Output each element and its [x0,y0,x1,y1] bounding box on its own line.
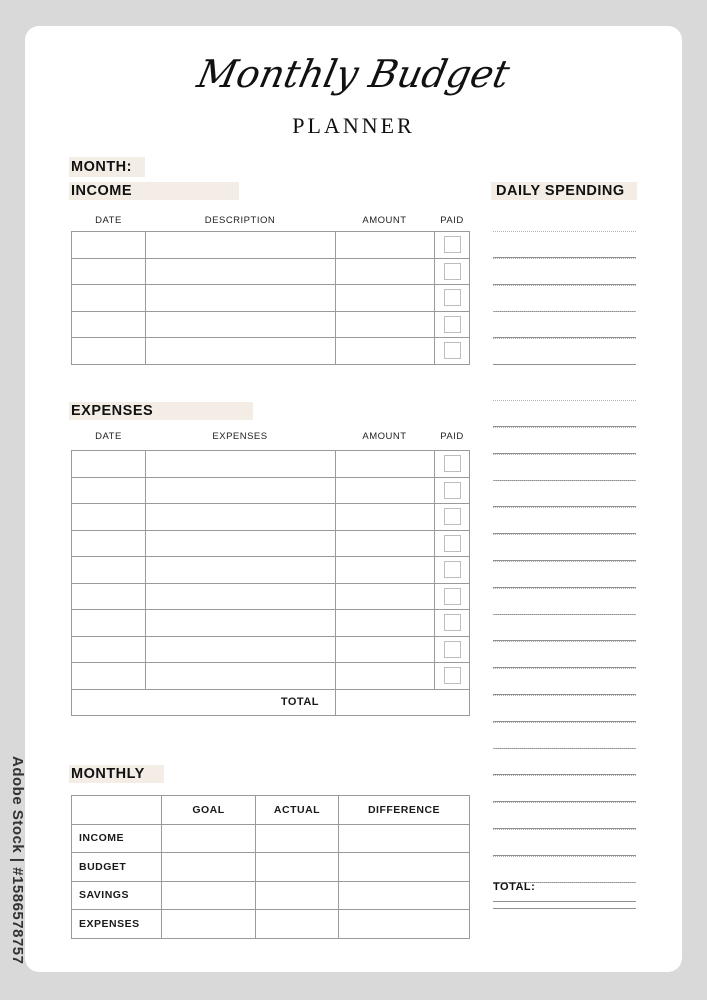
income-amount-cell[interactable] [336,338,435,365]
monthly-header-row [72,796,470,825]
monthly-cell[interactable] [256,881,339,910]
expenses-heading: EXPENSES [71,403,154,419]
monthly-table [71,795,470,939]
daily-spending-guide-line [493,534,636,535]
expenses-row [72,610,470,637]
income-row [72,232,470,259]
expenses-date-cell[interactable] [72,504,146,531]
monthly-cell[interactable] [339,881,470,910]
income-amount-cell[interactable] [336,311,435,338]
expenses-col-amount: AMOUNT [362,431,407,442]
paid-checkbox[interactable] [444,342,461,359]
income-amount-cell[interactable] [336,258,435,285]
daily-spending-guide-line [493,285,636,286]
daily-spending-guide-line [493,311,636,312]
expenses-description-cell[interactable] [146,504,336,531]
income-row [72,311,470,338]
stock-id-watermark: Adobe Stock | #1586578757 [9,756,26,965]
paid-checkbox[interactable] [444,561,461,578]
expenses-paid-cell [435,663,470,690]
monthly-row-budget [72,853,470,882]
expenses-paid-cell [435,477,470,504]
expenses-col-expenses: EXPENSES [212,431,268,442]
expenses-paid-cell [435,636,470,663]
income-description-cell[interactable] [146,311,336,338]
expenses-row [72,477,470,504]
daily-spending-guide-line [493,614,636,615]
expenses-table [71,450,470,716]
income-date-cell[interactable] [72,232,146,259]
daily-spending-guide-line [493,722,636,723]
daily-spending-entry-line[interactable] [493,908,636,909]
expenses-amount-cell[interactable] [336,530,435,557]
income-paid-cell [435,285,470,312]
expenses-amount-cell[interactable] [336,636,435,663]
daily-spending-guide-line [493,775,636,776]
paid-checkbox[interactable] [444,289,461,306]
income-paid-cell [435,258,470,285]
income-col-paid: PAID [440,215,464,226]
expenses-amount-cell[interactable] [336,557,435,584]
income-description-cell[interactable] [146,258,336,285]
daily-spending-guide-line [493,507,636,508]
title-subtitle: PLANNER [292,113,415,138]
income-description-cell[interactable] [146,285,336,312]
expenses-paid-cell [435,451,470,478]
income-paid-cell [435,338,470,365]
income-description-cell[interactable] [146,232,336,259]
title-script: Monthly Budget [193,52,514,96]
month-label: MONTH: [71,159,132,175]
expenses-row [72,530,470,557]
expenses-date-cell[interactable] [72,557,146,584]
monthly-cell[interactable] [162,824,256,853]
income-col-description: DESCRIPTION [204,215,276,226]
income-description-cell[interactable] [146,338,336,365]
expenses-col-paid: PAID [440,431,464,442]
expenses-description-cell[interactable] [146,636,336,663]
daily-spending-guide-line [493,641,636,642]
monthly-cell[interactable] [162,910,256,939]
monthly-row-label: BUDGET [72,853,162,882]
daily-spending-total-line[interactable] [493,901,636,902]
monthly-corner-cell [72,796,162,825]
expenses-row [72,504,470,531]
paid-checkbox[interactable] [444,316,461,333]
expenses-total-value[interactable] [336,689,470,716]
daily-spending-guide-line [493,802,636,803]
expenses-amount-cell[interactable] [336,504,435,531]
monthly-row-income [72,824,470,853]
expenses-paid-cell [435,583,470,610]
daily-spending-guide-line [493,427,636,428]
expenses-paid-cell [435,530,470,557]
daily-spending-guide-line [493,561,636,562]
income-col-amount: AMOUNT [362,215,407,226]
daily-spending-guide-line [493,668,636,669]
paid-checkbox[interactable] [444,482,461,499]
paid-checkbox[interactable] [444,535,461,552]
income-row [72,258,470,285]
monthly-col-difference: DIFFERENCE [339,796,470,825]
daily-spending-guide-line [493,695,636,696]
income-paid-cell [435,232,470,259]
monthly-col-actual: ACTUAL [256,796,339,825]
expenses-date-cell[interactable] [72,636,146,663]
income-date-cell[interactable] [72,311,146,338]
daily-spending-heading: DAILY SPENDING [496,183,625,199]
income-amount-cell[interactable] [336,285,435,312]
expenses-row [72,557,470,584]
income-row [72,338,470,365]
paid-checkbox[interactable] [444,508,461,525]
expenses-date-cell[interactable] [72,451,146,478]
expenses-paid-cell [435,610,470,637]
expenses-amount-cell[interactable] [336,610,435,637]
expenses-row [72,583,470,610]
expenses-date-cell[interactable] [72,530,146,557]
monthly-cell[interactable] [339,910,470,939]
expenses-description-cell[interactable] [146,451,336,478]
monthly-row-expenses [72,910,470,939]
paid-checkbox[interactable] [444,667,461,684]
daily-spending-guide-line [493,454,636,455]
expenses-col-date: DATE [95,431,122,442]
expenses-row [72,636,470,663]
monthly-heading: MONTHLY [71,766,145,782]
monthly-cell[interactable] [339,824,470,853]
expenses-description-cell[interactable] [146,610,336,637]
paid-checkbox[interactable] [444,263,461,280]
expenses-date-cell[interactable] [72,583,146,610]
paid-checkbox[interactable] [444,641,461,658]
daily-spending-guide-line [493,829,636,830]
expenses-date-cell[interactable] [72,477,146,504]
expenses-date-cell[interactable] [72,610,146,637]
daily-spending-guide-line [493,338,636,339]
expenses-row [72,663,470,690]
expenses-amount-cell[interactable] [336,583,435,610]
income-row [72,285,470,312]
paid-checkbox[interactable] [444,236,461,253]
monthly-cell[interactable] [256,853,339,882]
paid-checkbox[interactable] [444,614,461,631]
monthly-row-savings [72,881,470,910]
income-heading: INCOME [71,183,132,199]
paid-checkbox[interactable] [444,455,461,472]
daily-spending-total-label: TOTAL: [493,881,536,893]
income-paid-cell [435,311,470,338]
income-date-cell[interactable] [72,338,146,365]
monthly-cell[interactable] [339,853,470,882]
daily-spending-guide-line [493,748,636,749]
income-date-cell[interactable] [72,258,146,285]
expenses-total-row [72,689,470,716]
expenses-description-cell[interactable] [146,557,336,584]
expenses-date-cell[interactable] [72,663,146,690]
expenses-amount-cell[interactable] [336,451,435,478]
expenses-paid-cell [435,557,470,584]
expenses-description-cell[interactable] [146,663,336,690]
expenses-description-cell[interactable] [146,530,336,557]
monthly-row-label: INCOME [72,824,162,853]
daily-spending-guide-line [493,400,636,401]
expenses-paid-cell [435,504,470,531]
paid-checkbox[interactable] [444,588,461,605]
expenses-description-cell[interactable] [146,477,336,504]
expenses-description-cell[interactable] [146,583,336,610]
income-date-cell[interactable] [72,285,146,312]
income-amount-cell[interactable] [336,232,435,259]
monthly-cell[interactable] [256,824,339,853]
monthly-cell[interactable] [162,853,256,882]
daily-spending-guide-line [493,231,636,232]
daily-spending-entry-line[interactable] [493,364,636,365]
expenses-amount-cell[interactable] [336,663,435,690]
daily-spending-guide-line [493,480,636,481]
expenses-row [72,451,470,478]
monthly-col-goal: GOAL [162,796,256,825]
income-table [71,231,470,365]
monthly-row-label: SAVINGS [72,881,162,910]
daily-spending-guide-line [493,588,636,589]
daily-spending-guide-line [493,856,636,857]
income-col-date: DATE [95,215,122,226]
expenses-amount-cell[interactable] [336,477,435,504]
monthly-cell[interactable] [256,910,339,939]
monthly-row-label: EXPENSES [72,910,162,939]
monthly-cell[interactable] [162,881,256,910]
daily-spending-guide-line [493,258,636,259]
expenses-total-label: TOTAL [72,689,336,716]
